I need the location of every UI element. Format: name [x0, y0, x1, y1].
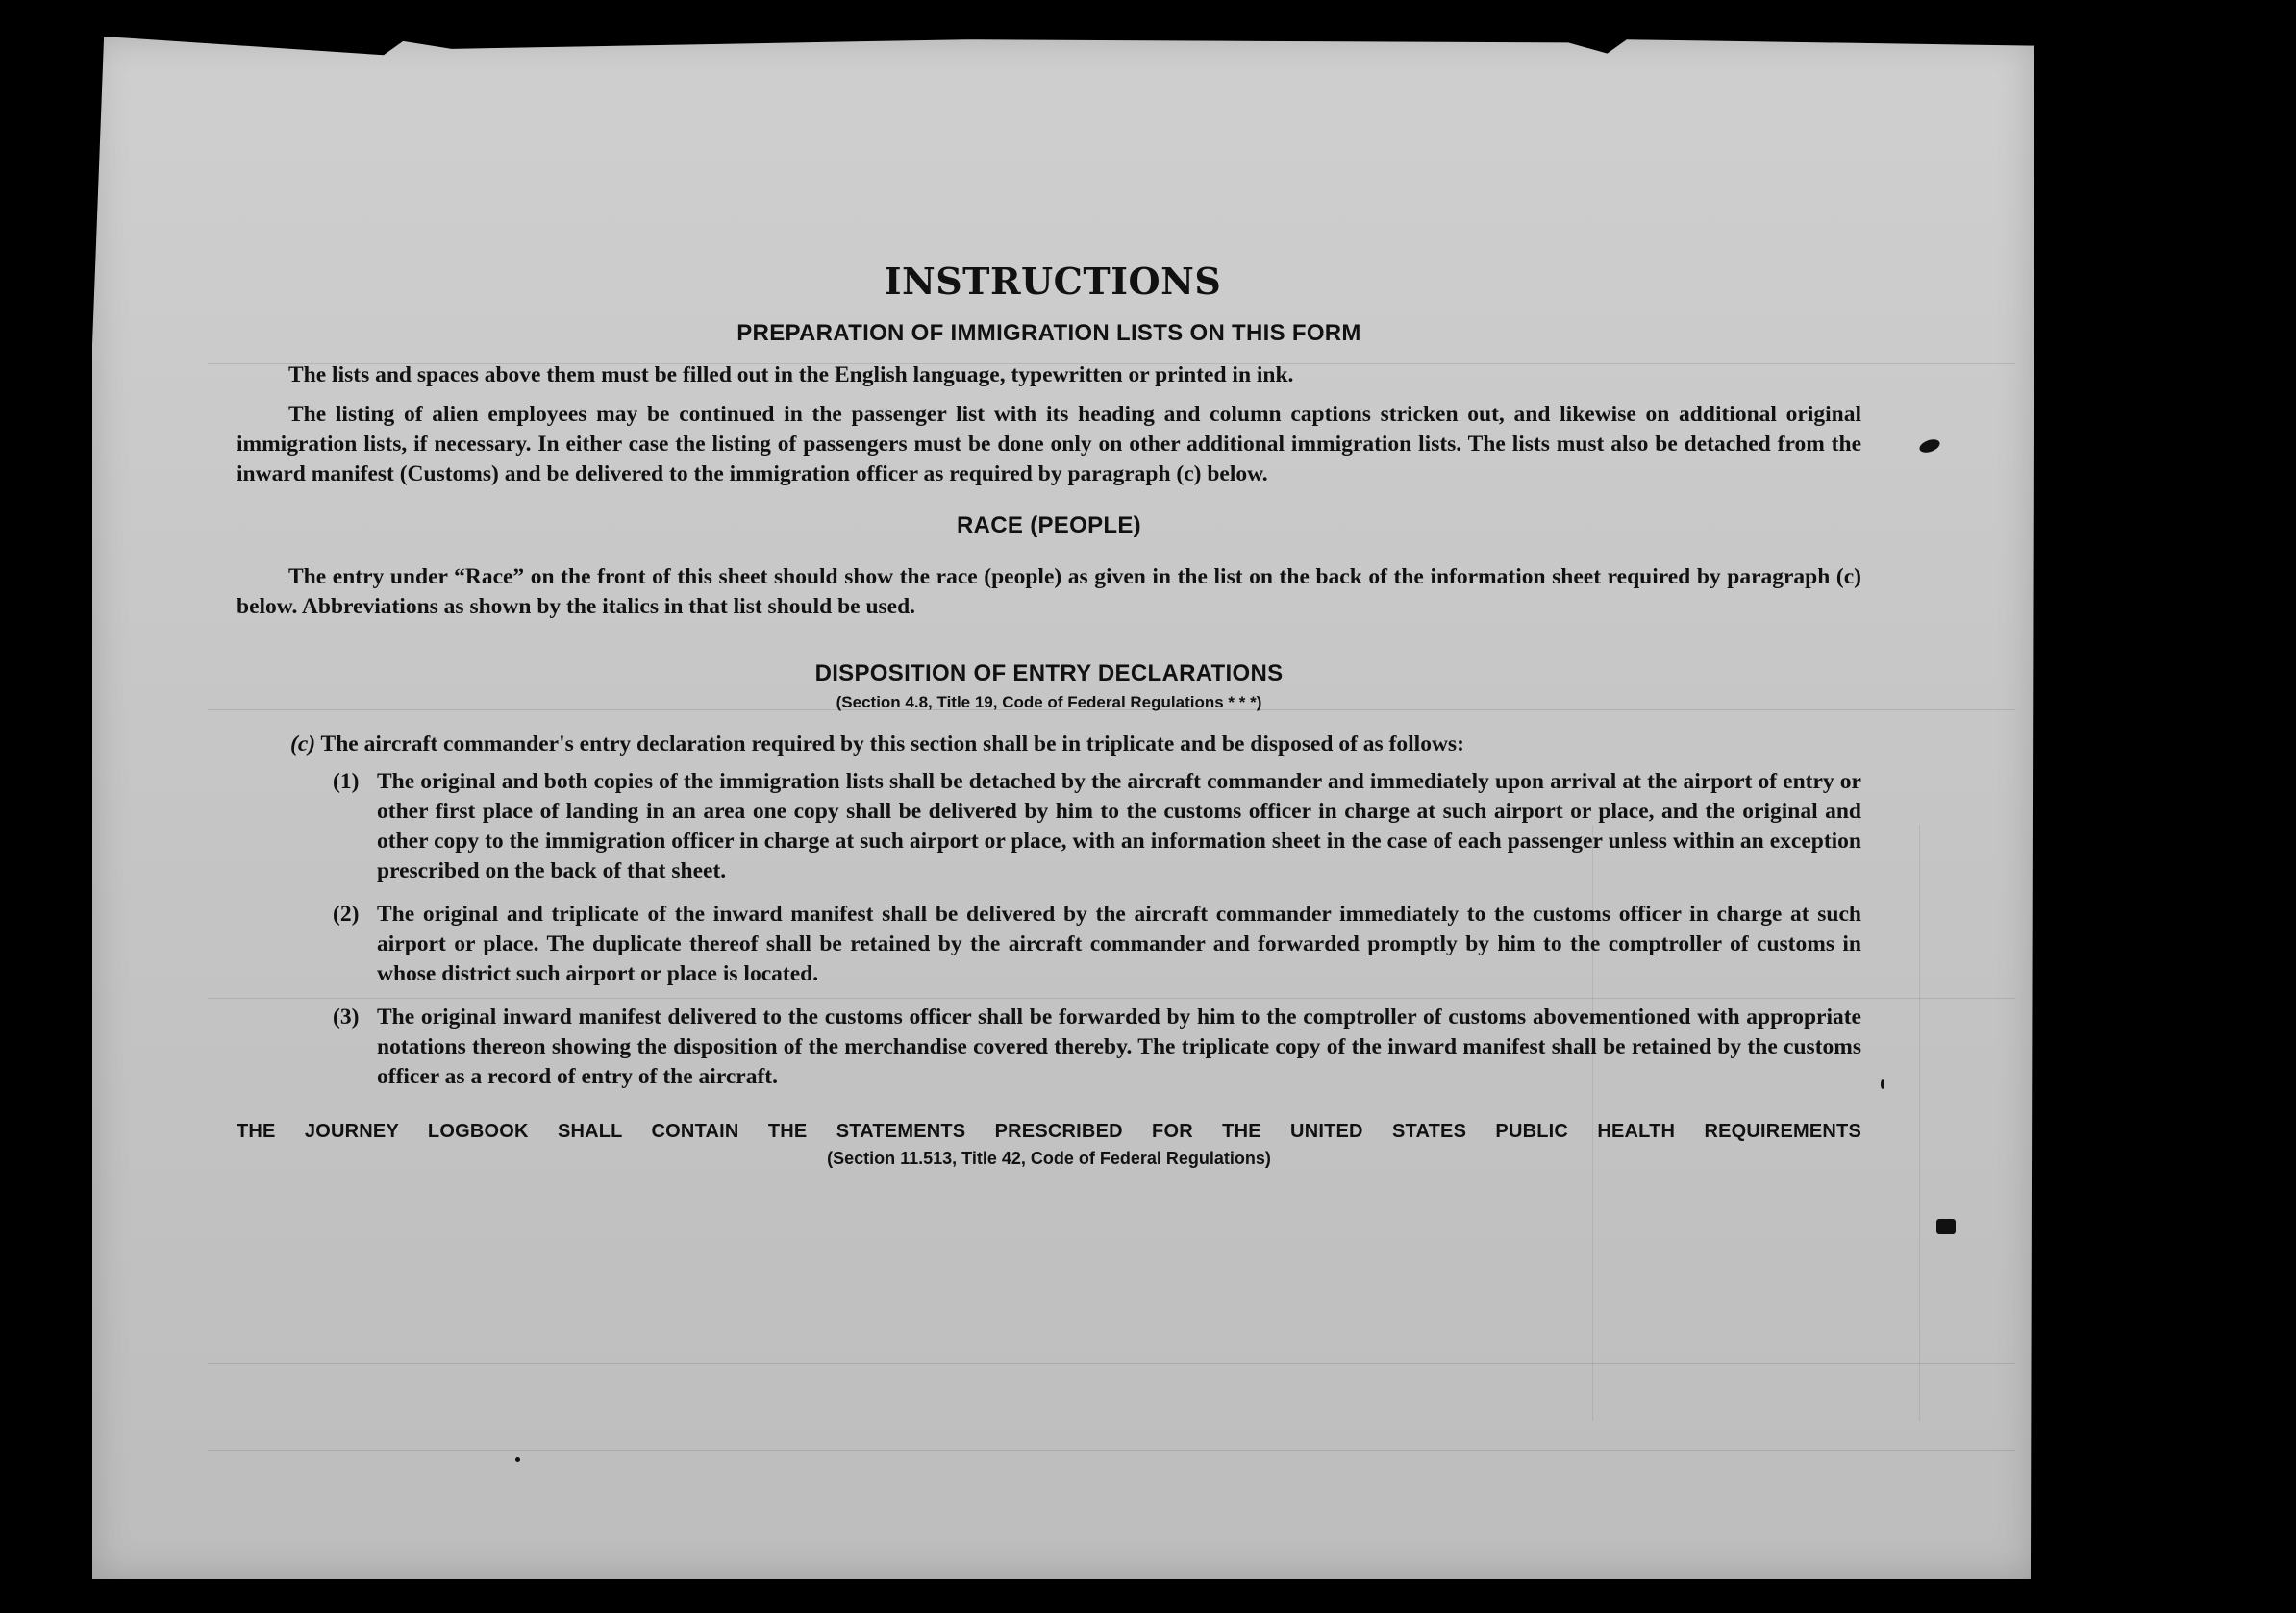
subsection-marker: (c)	[290, 732, 316, 757]
item-marker: (3)	[333, 1005, 360, 1030]
list-item	[333, 900, 1861, 989]
footer	[237, 1121, 1861, 1169]
list-item	[333, 767, 1861, 886]
section-citation: (Section 4.8, Title 19, Code of Federal Regulations * * *)	[836, 693, 1262, 711]
subsection-c	[290, 730, 1861, 759]
item-text: The original and both copies of the immigration lists shall be detached by the aircraft commander and immediately upon arrival at the airport of entry or other first place of landing in an area one copy shall be delivered by him to the customs officer in charge at such airport or place, and the original and other copy to the immigration officer in charge at such airport or place, with an information sheet in the case of each passenger unless within an exception prescribed on the back of that sheet.	[377, 769, 1861, 883]
footer-heading: THE JOURNEY LOGBOOK SHALL CONTAIN THE STATEMENTS PRESCRIBED FOR THE UNITED STATES PUBLIC HEALTH REQUIREMENTS	[237, 1121, 1861, 1142]
item-text: The original inward manifest delivered to the customs officer shall be forwarded by him to the comptroller of customs abovementioned with appropriate notations thereon showing the disposition of the merchandise covered thereby. The triplicate copy of the inward manifest shall be retained by the customs officer as a record of entry of the aircraft.	[377, 1005, 1861, 1089]
footer-citation: (Section 11.513, Title 42, Code of Federal Regulations)	[827, 1149, 1271, 1168]
bleed-through-rule	[1919, 825, 1920, 1421]
section-race	[237, 512, 1861, 622]
ink-speck	[1936, 1219, 1956, 1234]
paragraph: The listing of alien employees may be continued in the passenger list with its heading and column captions stricken out, and likewise on additional original immigration lists, if necessary. In either case the listing of passengers must be done only on other additional immigration lists. The lists must also be detached from the inward manifest (Customs) and be delivered to the immigration officer as required by paragraph (c) below.	[237, 402, 1861, 486]
instructions-content	[237, 260, 1861, 1169]
ink-speck	[1918, 437, 1942, 456]
subsection-text: The aircraft commander's entry declaration required by this section shall be in triplicate and be disposed of as follows:	[320, 732, 1464, 757]
ink-speck	[1881, 1079, 1884, 1089]
bleed-through-rule	[208, 1450, 2015, 1451]
section-heading: DISPOSITION OF ENTRY DECLARATIONS	[814, 660, 1284, 686]
page-title: INSTRUCTIONS	[884, 260, 1222, 303]
section-preparation	[237, 320, 1861, 489]
item-text: The original and triplicate of the inward manifest shall be delivered by the aircraft commander immediately to the customs officer in charge at such airport or place. The duplicate thereof shall be retained by the aircraft commander and forwarded promptly by him to the comptroller of customs in whose district such airport or place is located.	[377, 902, 1861, 986]
paragraph: The entry under “Race” on the front of this sheet should show the race (people) as given in the list on the back of the information sheet required by paragraph (c) below. Abbreviations as shown by the italics in that list should be used.	[237, 564, 1861, 619]
ink-speck	[515, 1457, 520, 1462]
section-heading: RACE (PEOPLE)	[957, 512, 1141, 538]
paragraph: The lists and spaces above them must be filled out in the English language, typewritten or printed in ink.	[288, 362, 1294, 387]
item-marker: (2)	[333, 902, 360, 927]
list-item	[333, 1003, 1861, 1092]
bleed-through-rule	[208, 1363, 2015, 1364]
section-heading: PREPARATION OF IMMIGRATION LISTS ON THIS FORM	[736, 320, 1361, 346]
section-disposition	[237, 660, 1861, 1092]
item-marker: (1)	[333, 769, 360, 794]
